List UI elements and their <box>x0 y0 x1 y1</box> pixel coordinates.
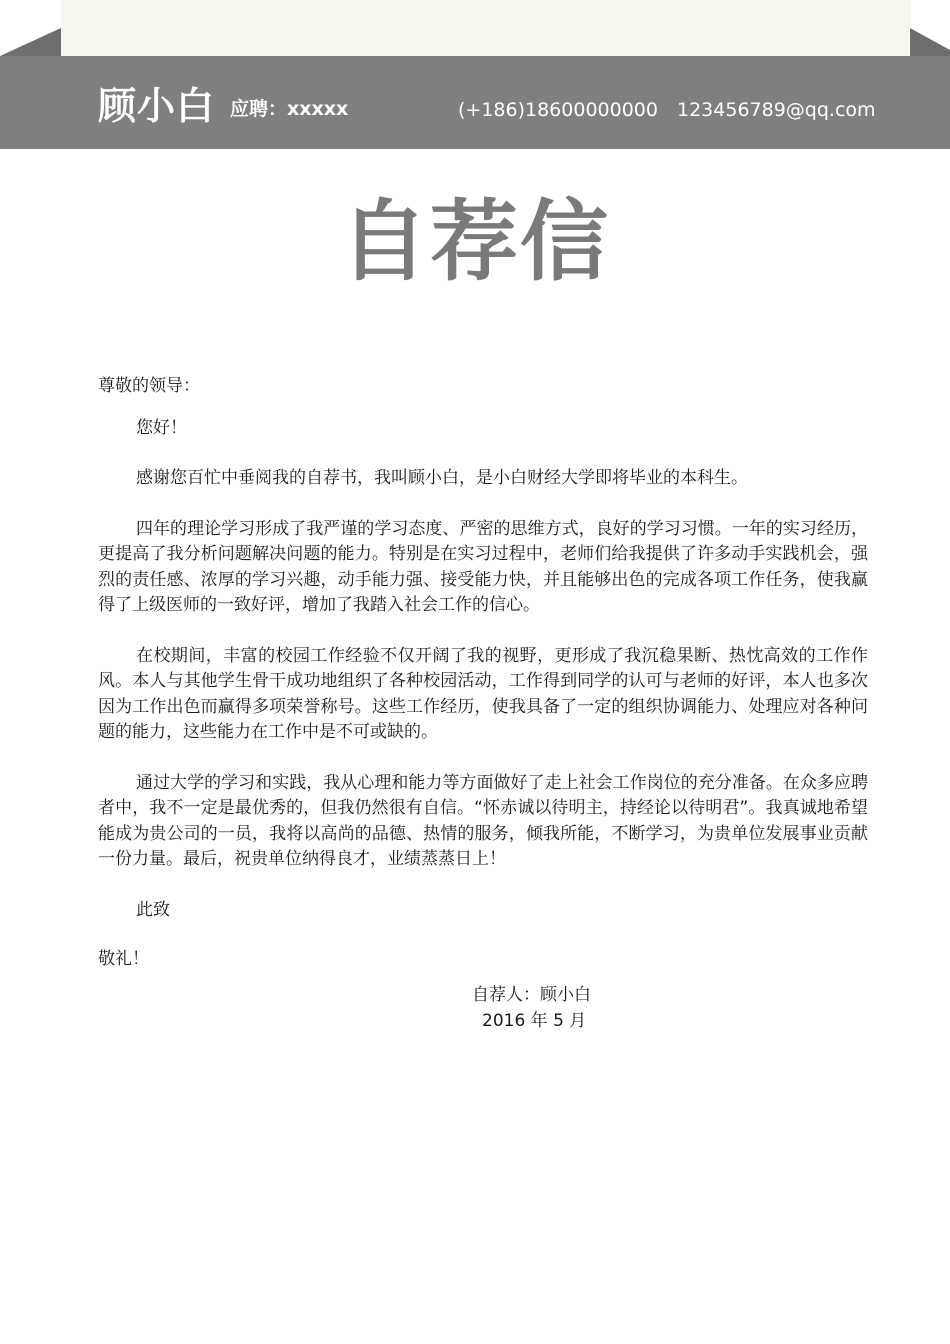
closing-phrase-1: 此致 <box>136 899 170 920</box>
applicant-name: 顾小白 <box>98 84 216 128</box>
closing-phrase-2: 敬礼！ <box>98 949 149 969</box>
paragraph-intro: 感谢您百忙中垂阅我的自荐书，我叫顾小白，是小白财经大学即将毕业的本科生。 <box>136 468 748 488</box>
paragraph-closing: 通过大学的学习和实践，我从心理和能力等方面做好了走上社会工作岗位的充分准备。在众多应聘者中，我不一定是最优秀的，但我仍然很有自信。“怀赤诚以待明主，持经论以待明君”。我真诚地希望能成为贵公司的一员，我将以高尚的品德、热情的服务，倾我所能，不断学习，为贵单位发展事业贡献一份力量。最后，祝贵单位纳得良才，业绩蒸蒸日上！ <box>98 772 868 869</box>
salutation: 尊敬的领导： <box>98 376 200 396</box>
signature: 自荐人：顾小白 <box>472 985 591 1005</box>
page-title: 自荐信 <box>339 190 610 293</box>
letter-body <box>98 374 868 978</box>
contact-phone: (+186)18600000000 <box>458 99 658 121</box>
header-paper-tab <box>61 0 910 56</box>
paragraph-campus: 在校期间，丰富的校园工作经验不仅开阔了我的视野，更形成了我沉稳果断、热忱高效的工作作风。本人与其他学生骨干成功地组织了各种校园活动，工作得到同学的认可与老师的好评，本人也多次因为工作出色而赢得多项荣誉称号。这些工作经历，使我具备了一定的组织协调能力、处理应对各种问题的能力，这些能力在工作中是不可或缺的。 <box>98 645 868 742</box>
applied-position: 应聘：xxxxx <box>230 98 349 120</box>
letter-date: 2016 年 5 月 <box>482 1011 587 1031</box>
greeting: 您好！ <box>136 417 187 438</box>
paragraph-study: 四年的理论学习形成了我严谨的学习态度、严密的思维方式，良好的学习习惯。一年的实习经历，更提高了我分析问题解决问题的能力。特别是在实习过程中，老师们给我提供了许多动手实践机会，强烈的责任感、浓厚的学习兴趣，动手能力强、接受能力快，并且能够出色的完成各项工作任务，使我赢得了上级医师的一致好评，增加了我踏入社会工作的信心。 <box>98 518 868 615</box>
contact-email: 123456789@qq.com <box>677 99 876 121</box>
